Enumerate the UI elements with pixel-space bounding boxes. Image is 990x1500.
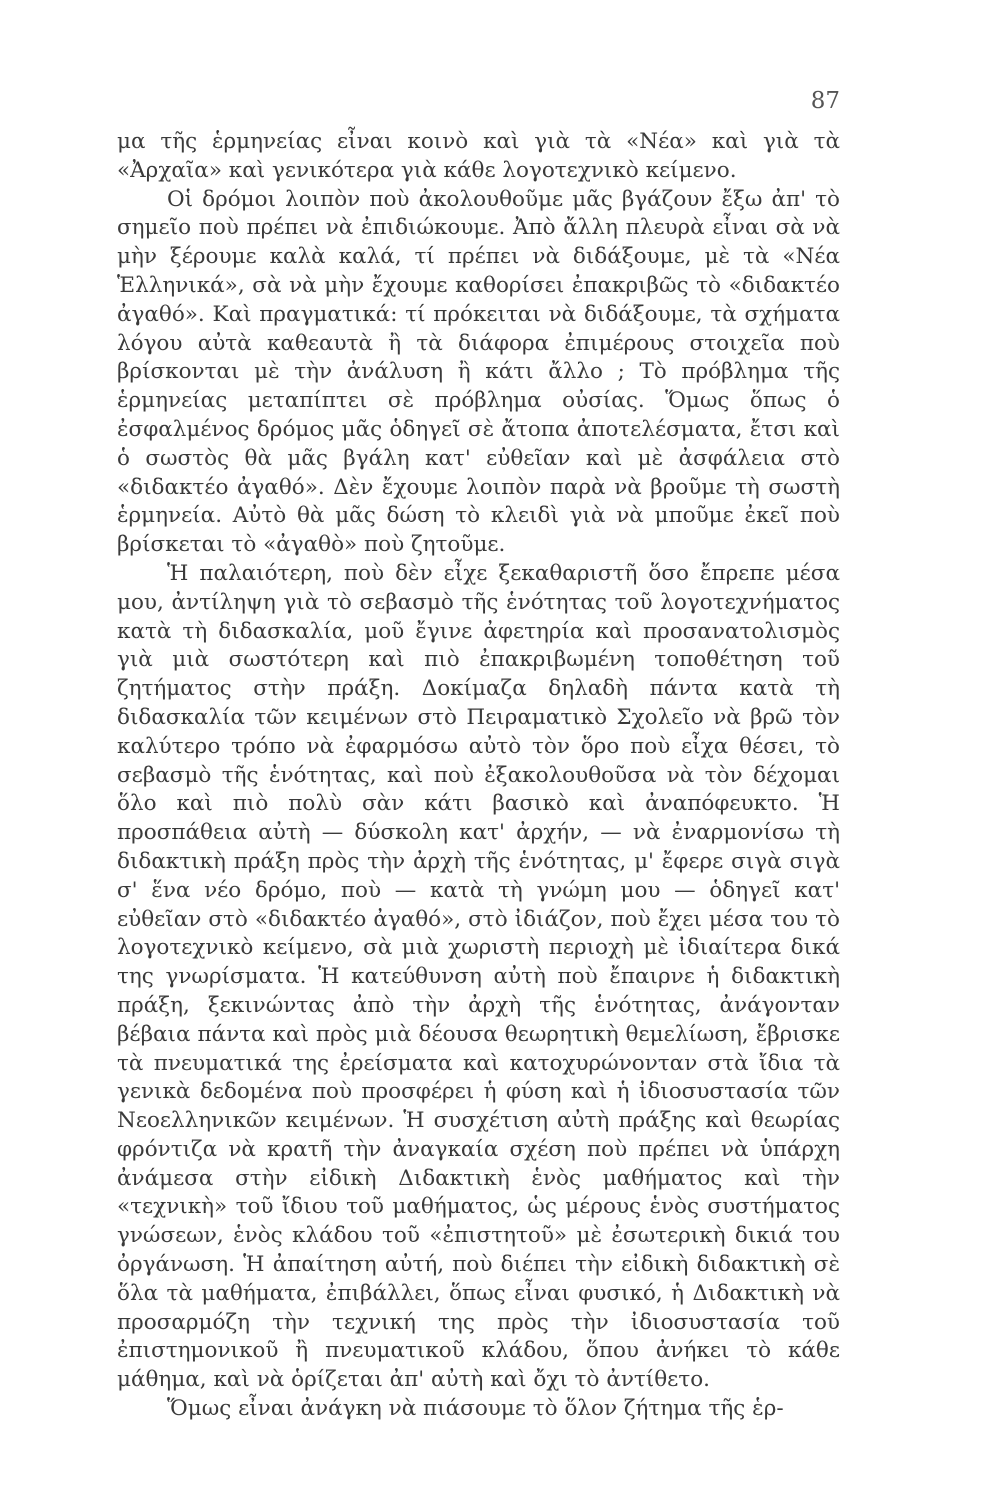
body-text [117,128,840,1424]
paragraph: Οἱ δρόμοι λοιπὸν ποὺ ἀκολουθοῦμε μᾶς βγάζουν ἔξω ἀπ' τὸ σημεῖο ποὺ πρέπει νὰ ἐπιδιώκουμε. Ἀπὸ ἄλλη πλευρὰ εἶναι σὰ νὰ μὴν ξέρουμε καλὰ καλά, τί πρέπει νὰ διδάξουμε, μὲ τὰ «Νέα Ἑλληνικά», σὰ νὰ μὴν ἔχουμε καθορίσει ἐπακριβῶς τὸ «διδακτέο ἀγαθό». Καὶ πραγματικά: τί πρόκειται νὰ διδάξουμε, τὰ σχήματα λόγου αὐτὰ καθεαυτὰ ἢ τὰ διάφορα ἐπιμέρους στοιχεῖα ποὺ βρίσκονται μὲ τὴν ἀνάλυση ἢ κάτι ἄλλο ; Τὸ πρόβλημα τῆς ἑρμηνείας μεταπίπτει σὲ πρόβλημα οὐσίας. Ὅμως ὅπως ὁ ἐσφαλμένος δρόμος μᾶς ὁδηγεῖ σὲ ἄτοπα ἀποτελέσματα, ἔτσι καὶ ὁ σωστὸς θὰ μᾶς βγάλη κατ' εὐθεῖαν καὶ μὲ ἀσφάλεια στὸ «διδακτέο ἀγαθό». Δὲν ἔχουμε λοιπὸν παρὰ νὰ βροῦμε τὴ σωστὴ ἑρμηνεία. Αὐτὸ θὰ μᾶς δώση τὸ κλειδὶ γιὰ νὰ μποῦμε ἐκεῖ ποὺ βρίσκεται τὸ «ἀγαθὸ» ποὺ ζητοῦμε. [117,186,840,558]
paragraph: Ὅμως εἶναι ἀνάγκη νὰ πιάσουμε τὸ ὅλον ζήτημα τῆς ἑρ- [167,1396,784,1422]
paragraph: Ἡ παλαιότερη, ποὺ δὲν εἶχε ξεκαθαριστῆ ὅσο ἔπρεπε μέσα μου, ἀντίληψη γιὰ τὸ σεβασμὸ τῆς ἑνότητας τοῦ λογοτεχνήματος κατὰ τὴ διδασκαλία, μοῦ ἔγινε ἀφετηρία καὶ προσανατολισμὸς γιὰ μιὰ σωστότερη καὶ πιὸ ἐπακριβωμένη τοποθέτηση τοῦ ζητήματος στὴν πράξη. Δοκίμαζα δηλαδὴ πάντα κατὰ τὴ διδασκαλία τῶν κειμένων στὸ Πειραματικὸ Σχολεῖο νὰ βρῶ τὸν καλύτερο τρόπο νὰ ἐφαρμόσω αὐτὸ τὸν ὅρο ποὺ εἶχα θέσει, τὸ σεβασμὸ τῆς ἑνότητας, καὶ ποὺ ἐξακολουθοῦσα νὰ τὸν δέχομαι ὅλο καὶ πιὸ πολὺ σὰν κάτι βασικὸ καὶ ἀναπόφευκτο. Ἡ προσπάθεια αὐτὴ — δύσκολη κατ' ἀρχήν, — νὰ ἐναρμονίσω τὴ διδακτικὴ πράξη πρὸς τὴν ἀρχὴ τῆς ἑνότητας, μ' ἔφερε σιγὰ σιγὰ σ' ἕνα νέο δρόμο, ποὺ — κατὰ τὴ γνώμη μου — ὁδηγεῖ κατ' εὐθεῖαν στὸ «διδακτέο ἀγαθό», στὸ ἰδιάζον, ποὺ ἔχει μέσα του τὸ λογοτεχνικὸ κείμενο, σὰ μιὰ χωριστὴ περιοχὴ μὲ ἰδιαίτερα δικά της γνωρίσματα. Ἡ κατεύθυνση αὐτὴ ποὺ ἔπαιρνε ἡ διδακτικὴ πράξη, ξεκινώντας ἀπὸ τὴν ἀρχὴ τῆς ἑνότητας, ἀνάγονταν βέβαια πάντα καὶ πρὸς μιὰ δέουσα θεωρητικὴ θεμελίωση, ἔβρισκε τὰ πνευματικά της ἐρείσματα καὶ κατοχυρώνονταν στὰ ἴδια τὰ γενικὰ δεδομένα ποὺ προσφέρει ἡ φύση καὶ ἡ ἰδιοσυστασία τῶν Νεοελληνικῶν κειμένων. Ἡ συσχέτιση αὐτὴ πράξης καὶ θεωρίας φρόντιζα νὰ κρατῆ τὴν ἀναγκαία σχέση ποὺ πρέπει νὰ ὑπάρχη ἀνάμεσα στὴν εἰδικὴ Διδακτικὴ ἑνὸς μαθήματος καὶ τὴν «τεχνικὴ» τοῦ ἴδιου τοῦ μαθήματος, ὡς μέρους ἑνὸς συστήματος γνώσεων, ἑνὸς κλάδου τοῦ «ἐπιστητοῦ» μὲ ἐσωτερικὴ δικιά του ὀργάνωση. Ἡ ἀπαίτηση αὐτή, ποὺ διέπει τὴν εἰδικὴ διδακτικὴ σὲ ὅλα τὰ μαθήματα, ἐπιβάλλει, ὅπως εἶναι φυσικό, ἡ Διδακτικὴ νὰ προσαρμόζη τὴν τεχνική της πρὸς τὴν ἰδιοσυστασία τοῦ ἐπιστημονικοῦ ἢ πνευματικοῦ κλάδου, ὅπου ἀνήκει τὸ κάθε μάθημα, καὶ νὰ ὁρίζεται ἀπ' αὐτὴ καὶ ὄχι τὸ ἀντίθετο. [117,560,840,1393]
page-number: 87 [810,88,840,114]
paragraph: μα τῆς ἑρμηνείας εἶναι κοινὸ καὶ γιὰ τὰ «Νέα» καὶ γιὰ τὰ «Ἀρχαῖα» καὶ γενικότερα γιὰ κάθε λογοτεχνικὸ κείμενο. [117,129,840,183]
